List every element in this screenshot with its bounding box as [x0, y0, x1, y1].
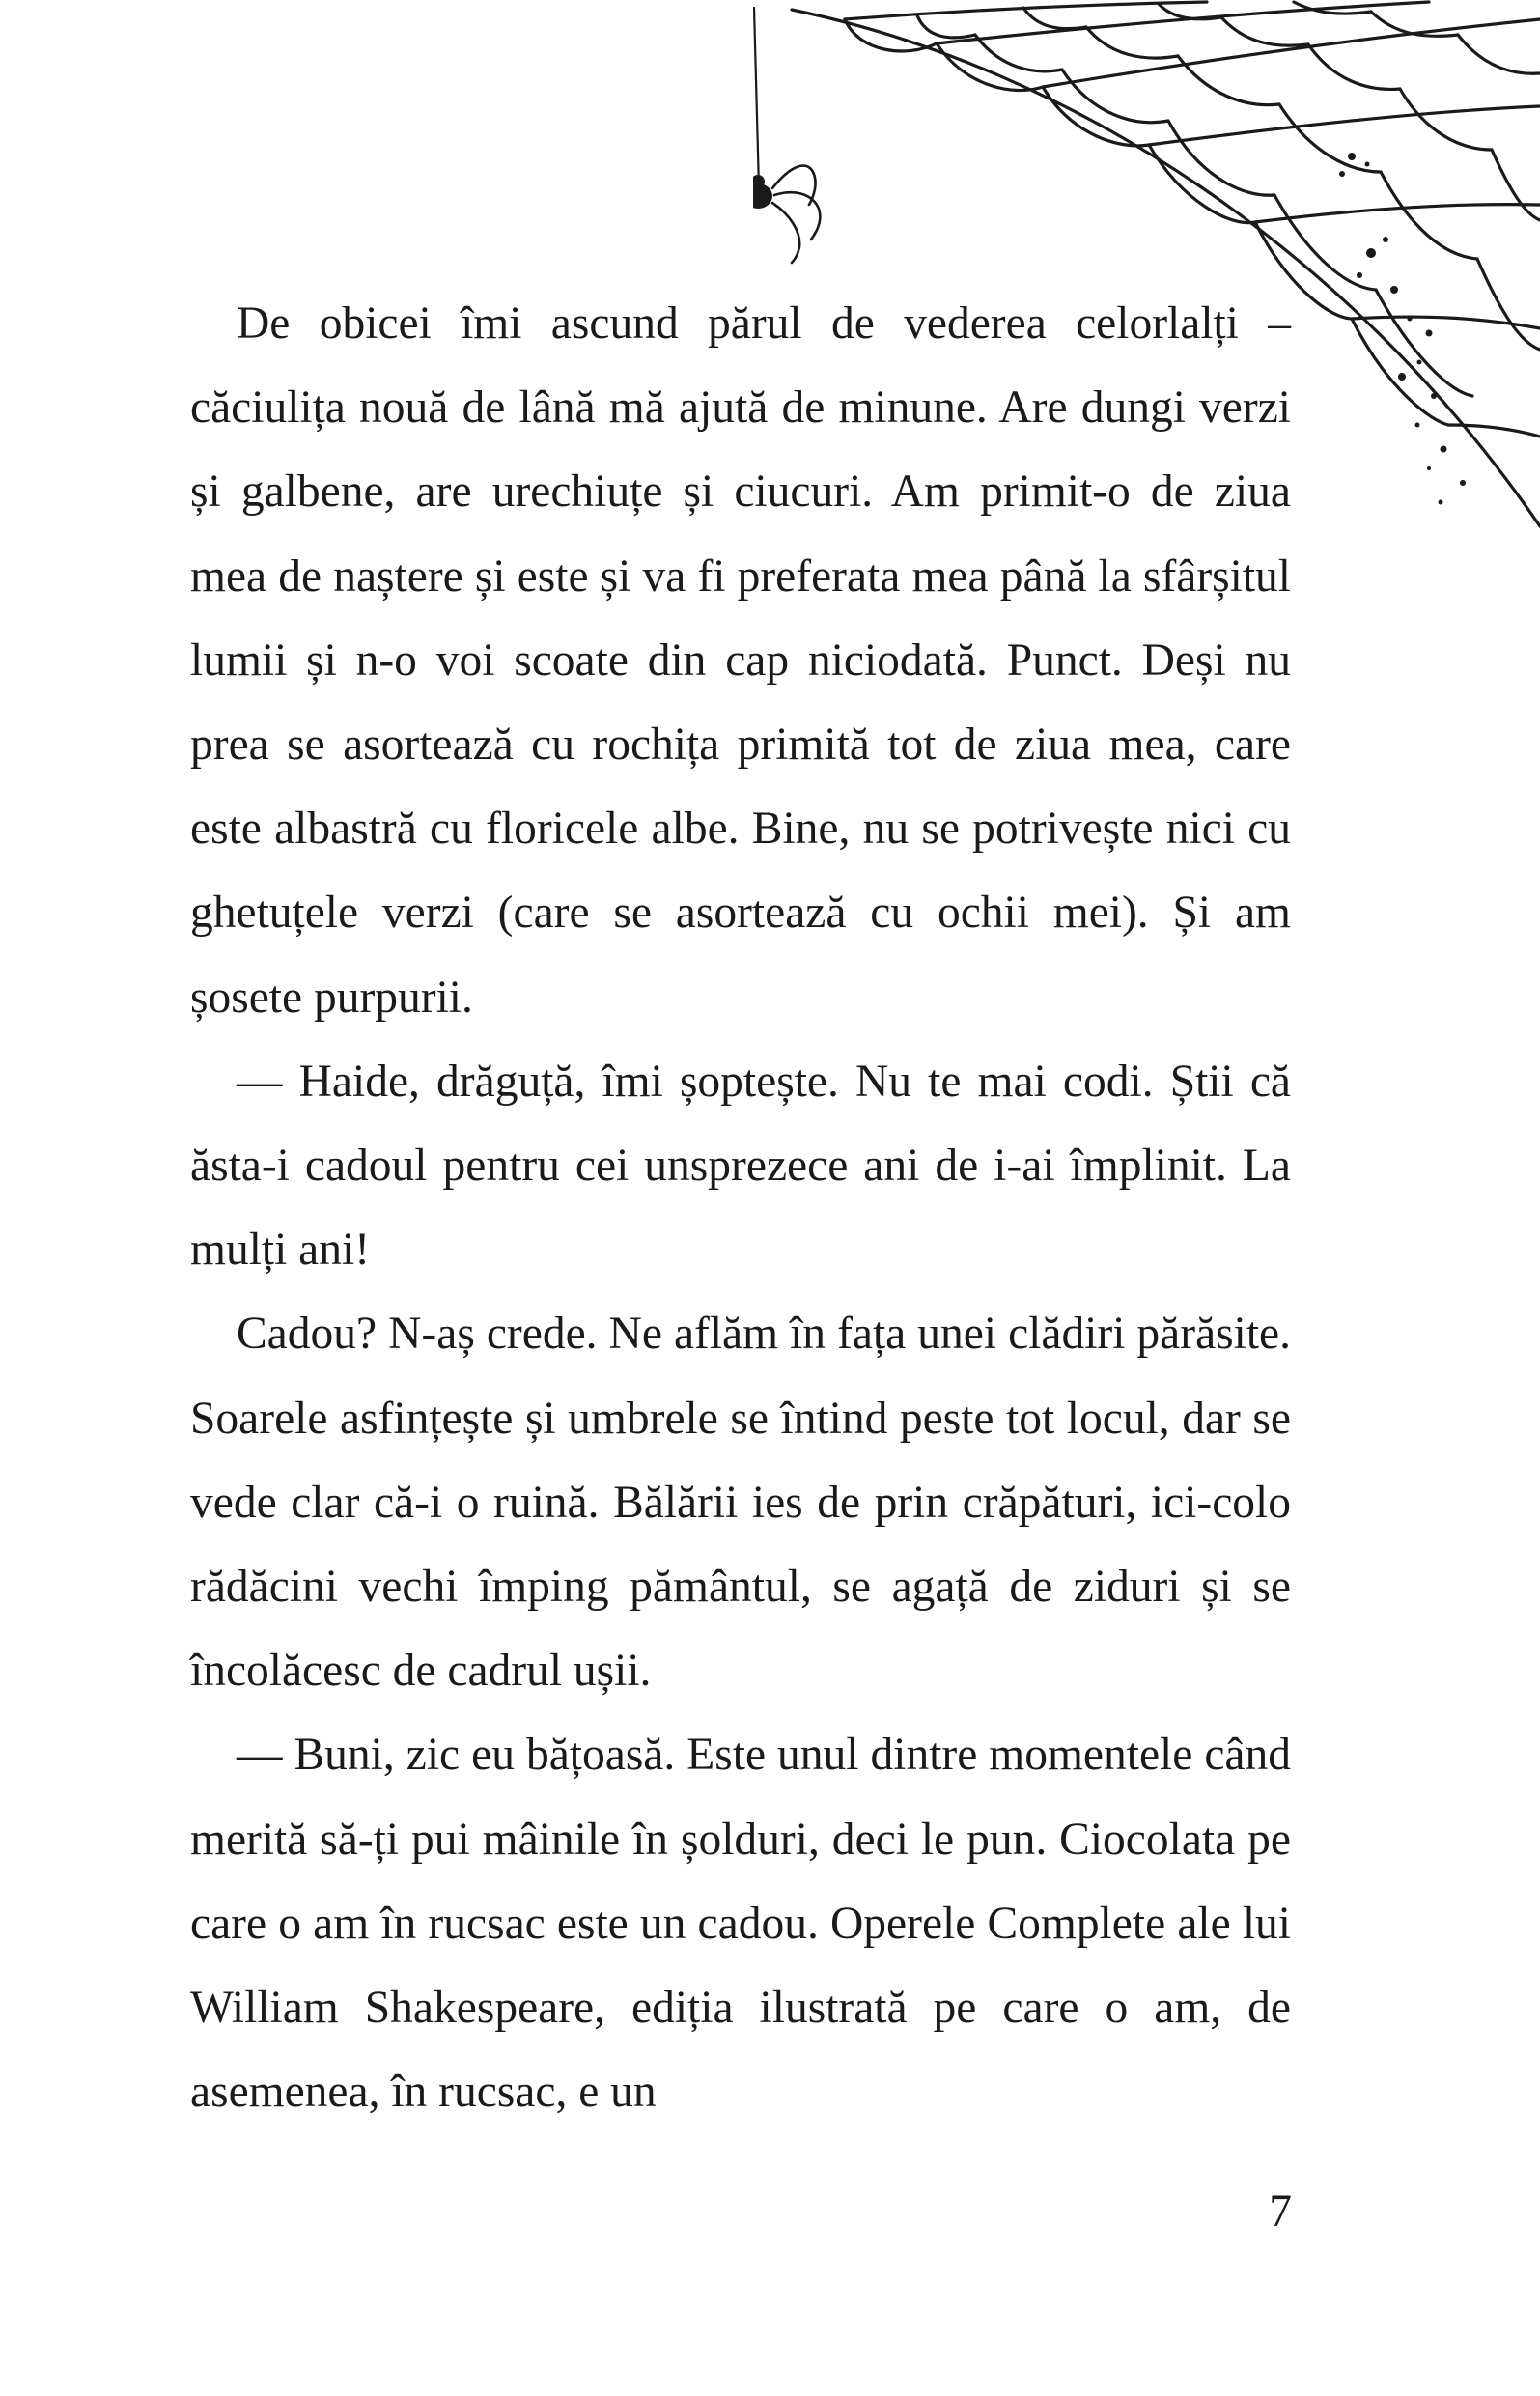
- paragraph: — Buni, zic eu bățoasă. Este unul dintre momentele când merită să-ți pui mâinile în șolduri, deci le pun. Ciocolata pe care o am în rucsac este un cadou. Operele Complete ale lui William Shakespeare, ediția ilustrată pe care o am, de asemenea, în rucsac, e un: [190, 1730, 1291, 2118]
- paragraph: Cadou? N-aș crede. Ne aflăm în fața unei clădiri părăsite. Soarele asfințește și umbrele se întind peste tot locul, dar se vede clar că-i o ruină. Bălării ies de prin crăpături, ici-colo rădăcini vechi împing pământul, se agață de ziduri și se încolăcesc de cadrul ușii.: [190, 1309, 1291, 1697]
- paragraph: — Haide, drăguță, îmi șoptește. Nu te mai codi. Știi că ăsta-i cadoul pentru cei unsprezece ani de i-ai împlinit. La mulți ani!: [190, 1056, 1291, 1276]
- page-number: 7: [1269, 2186, 1292, 2237]
- body-text: [190, 282, 1291, 2134]
- paragraph: De obicei îmi ascund părul de vederea celorlalți – căciulița nouă de lână mă ajută de minune. Are dungi verzi și galbene, are urechiuțe și ciucuri. Am primit-o de ziua mea de naștere și este și va fi preferata mea până la sfârșitul lumii și n-o voi scoate din cap niciodată. Punct. Deși nu prea se asortează cu rochița primită tot de ziua mea, care este albastră cu floricele albe. Bine, nu se potrivește nici cu ghetuțele verzi (care se asortează cu ochii mei). Și am șosete purpurii.: [190, 298, 1291, 1023]
